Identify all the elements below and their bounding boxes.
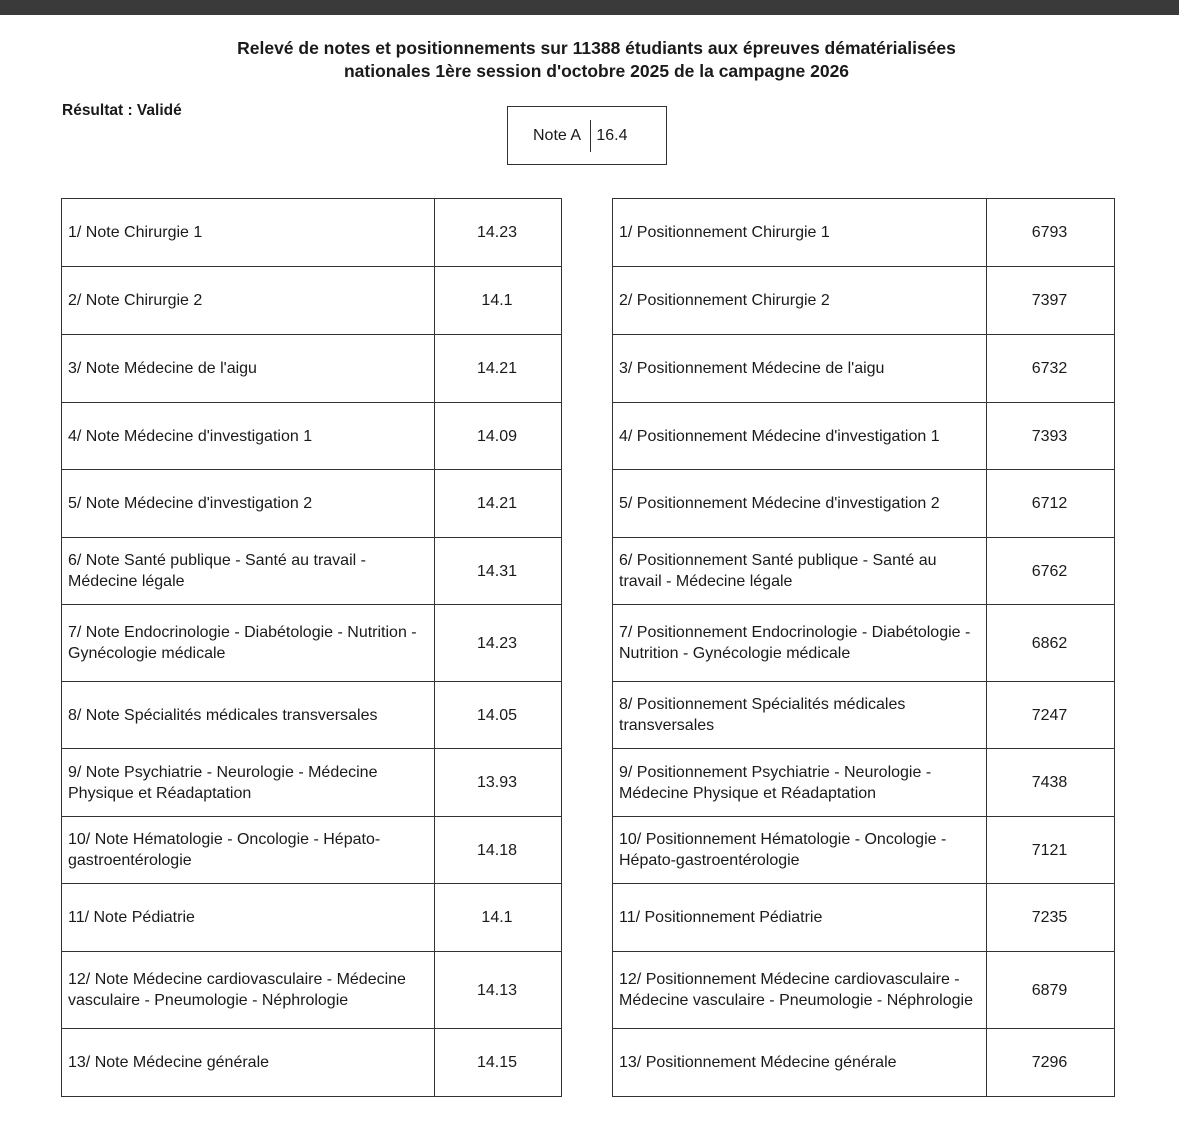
row-value: 14.18 [435,817,562,884]
row-value: 14.31 [435,538,562,605]
row-value: 6732 [987,335,1115,403]
window-top-bar [0,0,1179,15]
row-value: 14.09 [435,403,562,470]
row-value: 7121 [987,817,1115,884]
note-a-box [507,106,667,165]
row-label: 2/ Note Chirurgie 2 [62,267,435,335]
table-row [613,267,1115,335]
row-value: 7397 [987,267,1115,335]
title-line-1: Relevé de notes et positionnements sur 11388 étudiants aux épreuves dématérialisées [237,38,956,58]
table-row [62,682,562,749]
row-label: 3/ Positionnement Médecine de l'aigu [613,335,987,403]
row-value: 14.23 [435,605,562,682]
title-line-2: nationales 1ère session d'octobre 2025 de la campagne 2026 [343,61,850,81]
result-status: Résultat : Validé [62,102,182,119]
table-row [613,817,1115,884]
note-a-value: 16.4 [596,126,628,144]
row-value: 7438 [987,749,1115,817]
row-label: 11/ Positionnement Pédiatrie [613,884,987,952]
table-row [62,267,562,335]
row-value: 7296 [987,1029,1115,1097]
row-label: 13/ Positionnement Médecine générale [613,1029,987,1097]
table-row [62,749,562,817]
row-label: 5/ Positionnement Médecine d'investigation 2 [613,470,987,538]
row-label: 12/ Positionnement Médecine cardiovasculaire - Médecine vasculaire - Pneumologie - Néphrologie [613,952,987,1029]
table-row [62,470,562,538]
row-value: 14.23 [435,199,562,267]
row-label: 1/ Note Chirurgie 1 [62,199,435,267]
row-value: 14.05 [435,682,562,749]
row-label: 12/ Note Médecine cardiovasculaire - Médecine vasculaire - Pneumologie - Néphrologie [62,952,435,1029]
row-value: 6862 [987,605,1115,682]
table-row [613,952,1115,1029]
table-row [62,403,562,470]
table-row [613,749,1115,817]
row-label: 10/ Positionnement Hématologie - Oncologie - Hépato-gastroentérologie [613,817,987,884]
row-label: 7/ Positionnement Endocrinologie - Diabétologie - Nutrition - Gynécologie médicale [613,605,987,682]
notes-table-body [62,199,562,1097]
row-label: 10/ Note Hématologie - Oncologie - Hépato-gastroentérologie [62,817,435,884]
table-row [62,1029,562,1097]
table-row [613,335,1115,403]
positionnements-table [612,198,1115,1097]
row-value: 14.21 [435,335,562,403]
row-value: 14.15 [435,1029,562,1097]
table-row [613,199,1115,267]
positionnements-table-body [613,199,1115,1097]
table-row [613,682,1115,749]
row-value: 6793 [987,199,1115,267]
row-label: 13/ Note Médecine générale [62,1029,435,1097]
row-label: 4/ Positionnement Médecine d'investigation 1 [613,403,987,470]
table-row [62,335,562,403]
row-label: 7/ Note Endocrinologie - Diabétologie - Nutrition - Gynécologie médicale [62,605,435,682]
table-row [613,1029,1115,1097]
row-label: 8/ Positionnement Spécialités médicales transversales [613,682,987,749]
row-value: 14.13 [435,952,562,1029]
row-value: 7393 [987,403,1115,470]
table-row [62,952,562,1029]
note-a-label: Note A [533,126,582,144]
row-label: 6/ Positionnement Santé publique - Santé au travail - Médecine légale [613,538,987,605]
table-row [62,817,562,884]
table-row [613,470,1115,538]
row-label: 2/ Positionnement Chirurgie 2 [613,267,987,335]
row-value: 14.21 [435,470,562,538]
table-row [613,538,1115,605]
row-value: 14.1 [435,267,562,335]
table-row [62,199,562,267]
row-label: 9/ Positionnement Psychiatrie - Neurologie - Médecine Physique et Réadaptation [613,749,987,817]
row-label: 6/ Note Santé publique - Santé au travail - Médecine légale [62,538,435,605]
row-label: 3/ Note Médecine de l'aigu [62,335,435,403]
table-row [613,884,1115,952]
row-label: 11/ Note Pédiatrie [62,884,435,952]
row-value: 13.93 [435,749,562,817]
row-value: 7247 [987,682,1115,749]
row-value: 7235 [987,884,1115,952]
page-title [0,37,1179,83]
row-value: 6762 [987,538,1115,605]
table-row [62,605,562,682]
notes-table [61,198,562,1097]
table-row [62,538,562,605]
row-label: 8/ Note Spécialités médicales transversales [62,682,435,749]
row-label: 5/ Note Médecine d'investigation 2 [62,470,435,538]
row-value: 6712 [987,470,1115,538]
row-label: 1/ Positionnement Chirurgie 1 [613,199,987,267]
row-value: 14.1 [435,884,562,952]
row-value: 6879 [987,952,1115,1029]
row-label: 9/ Note Psychiatrie - Neurologie - Médecine Physique et Réadaptation [62,749,435,817]
table-row [62,884,562,952]
table-row [613,605,1115,682]
table-row [613,403,1115,470]
row-label: 4/ Note Médecine d'investigation 1 [62,403,435,470]
